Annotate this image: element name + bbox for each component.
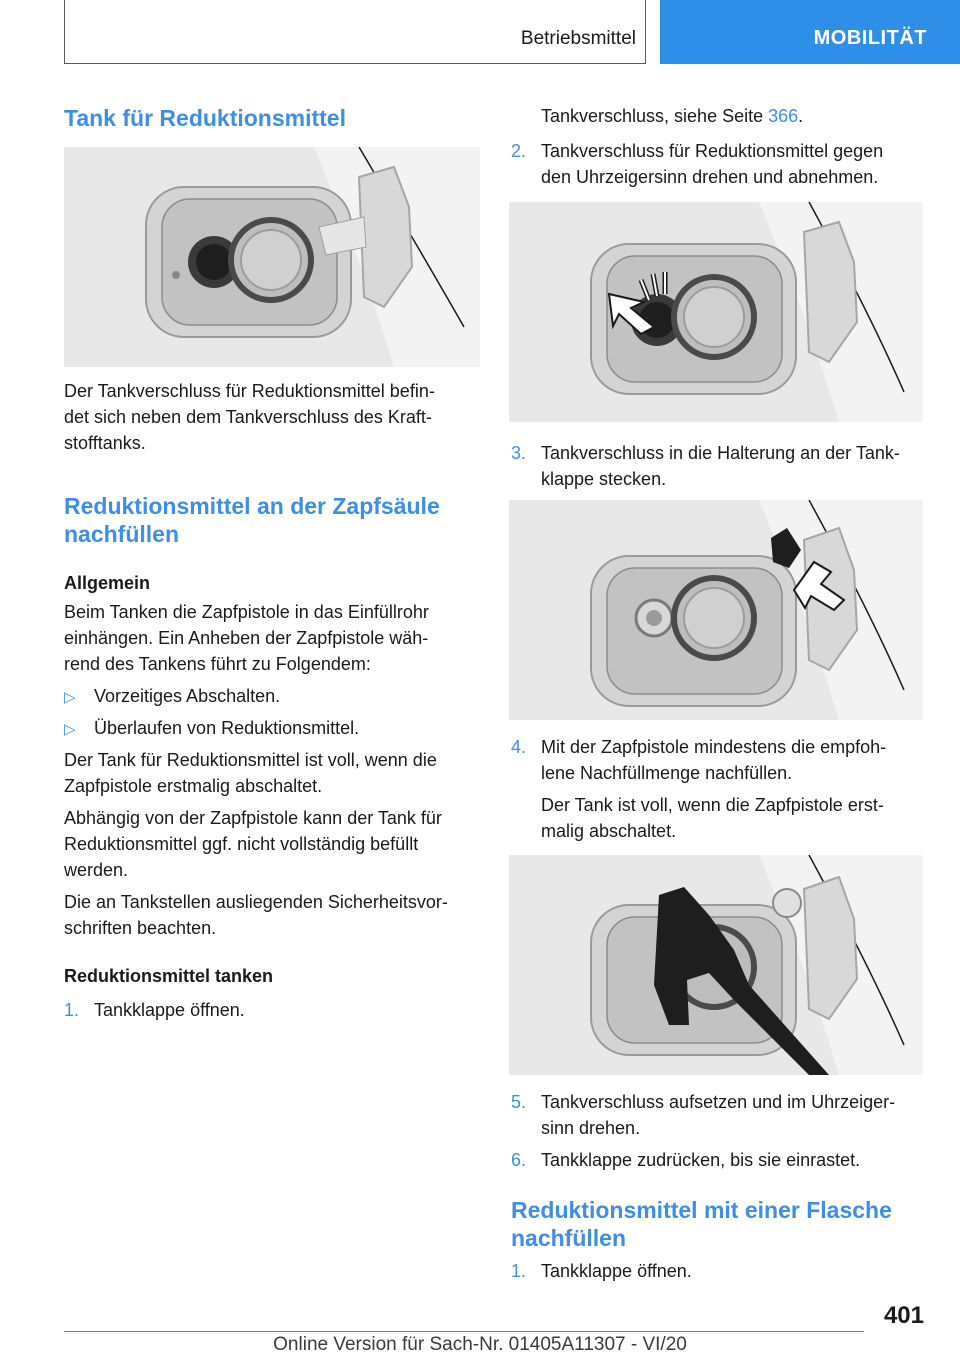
step6-text: Tankklappe zudrücken, bis sie einrastet. <box>541 1150 861 1170</box>
step5-line2: sinn drehen. <box>541 1118 641 1138</box>
text-allg-line3: rend des Tankens führt zu Folgendem: <box>64 654 371 674</box>
step-number: 1. <box>64 1000 80 1020</box>
text-abh-line2: Reduktionsmittel ggf. nicht vollständig befüllt <box>64 834 419 854</box>
text-sich-line1: Die an Tankstellen ausliegenden Sicherheitsvor- <box>64 892 448 912</box>
page-number: 401 <box>883 1302 924 1329</box>
step3-line2: klappe stecken. <box>541 469 667 489</box>
text-abh-line1: Abhängig von der Zapfpistole kann der Tank für <box>64 808 442 828</box>
page-link[interactable]: 366 <box>768 106 799 126</box>
text-sich-line2: schriften beachten. <box>64 918 217 938</box>
bullet-item: Vorzeitiges Abschalten. <box>94 686 281 706</box>
text-voll-line1: Der Tank für Reduktionsmittel ist voll, wenn die <box>64 750 437 770</box>
text-allg-line2: einhängen. Ein Anheben der Zapfpistole wäh- <box>64 628 429 648</box>
header-chapter: MOBILITÄT <box>813 27 927 49</box>
step-number: 2. <box>511 141 527 161</box>
step-number: 3. <box>511 443 527 463</box>
bullet-marker: ▷ <box>64 721 76 738</box>
figure-remove-cap <box>509 202 923 422</box>
step4-line2: lene Nachfüllmenge nachfüllen. <box>541 763 793 783</box>
heading-flasche-line1: Reduktionsmittel mit einer Flasche <box>511 1197 892 1223</box>
text-continuation <box>541 103 803 129</box>
step-number: 4. <box>511 737 527 757</box>
step4-note-line1: Der Tank ist voll, wenn die Zapfpistole erst- <box>541 795 884 815</box>
bullet-marker: ▷ <box>64 689 76 706</box>
footer-text: Online Version für Sach-Nr. 01405A11307 - VI/20 <box>273 1334 687 1355</box>
heading-zapf-line1: Reduktionsmittel an der Zapfsäule <box>64 493 440 519</box>
bullet-item: Überlaufen von Reduktionsmittel. <box>94 718 360 738</box>
text-tank-line1: Der Tankverschluss für Reduktionsmittel befin- <box>64 381 435 401</box>
figure-refill-nozzle <box>509 855 923 1075</box>
heading-allgemein: Allgemein <box>64 573 151 593</box>
step2-line1: Tankverschluss für Reduktionsmittel gegen <box>541 141 884 161</box>
step-number: 5. <box>511 1092 527 1112</box>
step-number: 6. <box>511 1150 527 1170</box>
step-text: Tankklappe öffnen. <box>541 1261 692 1281</box>
continuation-text: Tankverschluss, siehe Seite <box>541 106 769 126</box>
step-number: 1. <box>511 1261 527 1281</box>
step-text: Tankklappe öffnen. <box>94 1000 245 1020</box>
store-cap-illustration <box>509 500 923 720</box>
heading-flasche-line2: nachfüllen <box>511 1225 627 1251</box>
refill-nozzle-illustration <box>509 855 923 1075</box>
step3-line1: Tankverschluss in die Halterung an der Tank- <box>541 443 900 463</box>
fuel-flap-illustration <box>64 147 480 367</box>
step5-line1: Tankverschluss aufsetzen und im Uhrzeiger- <box>541 1092 896 1112</box>
figure-store-cap <box>509 500 923 720</box>
step2-line2: den Uhrzeigersinn drehen und abnehmen. <box>541 167 879 187</box>
text-tank-line3: stofftanks. <box>64 433 146 453</box>
footer-divider <box>64 1331 864 1332</box>
text-tank-line2: det sich neben dem Tankverschluss des Kraft- <box>64 407 432 427</box>
text-voll-line2: Zapfpistole erstmalig abschaltet. <box>64 776 323 796</box>
header-section: Betriebsmittel <box>520 28 636 49</box>
continuation-end: . <box>798 106 804 126</box>
step4-note-line2: malig abschaltet. <box>541 821 677 841</box>
heading-zapf-line2: nachfüllen <box>64 521 180 547</box>
text-allg-line1: Beim Tanken die Zapfpistole in das Einfüllrohr <box>64 602 429 622</box>
header-chapter-tab <box>660 0 960 64</box>
figure-tank-filler <box>64 147 480 367</box>
heading-tank: Tank für Reduktionsmittel <box>64 105 346 131</box>
heading-tanken: Reduktionsmittel tanken <box>64 966 274 986</box>
remove-cap-illustration <box>509 202 923 422</box>
step4-line1: Mit der Zapfpistole mindestens die empfoh- <box>541 737 887 757</box>
text-abh-line3: werden. <box>64 860 129 880</box>
